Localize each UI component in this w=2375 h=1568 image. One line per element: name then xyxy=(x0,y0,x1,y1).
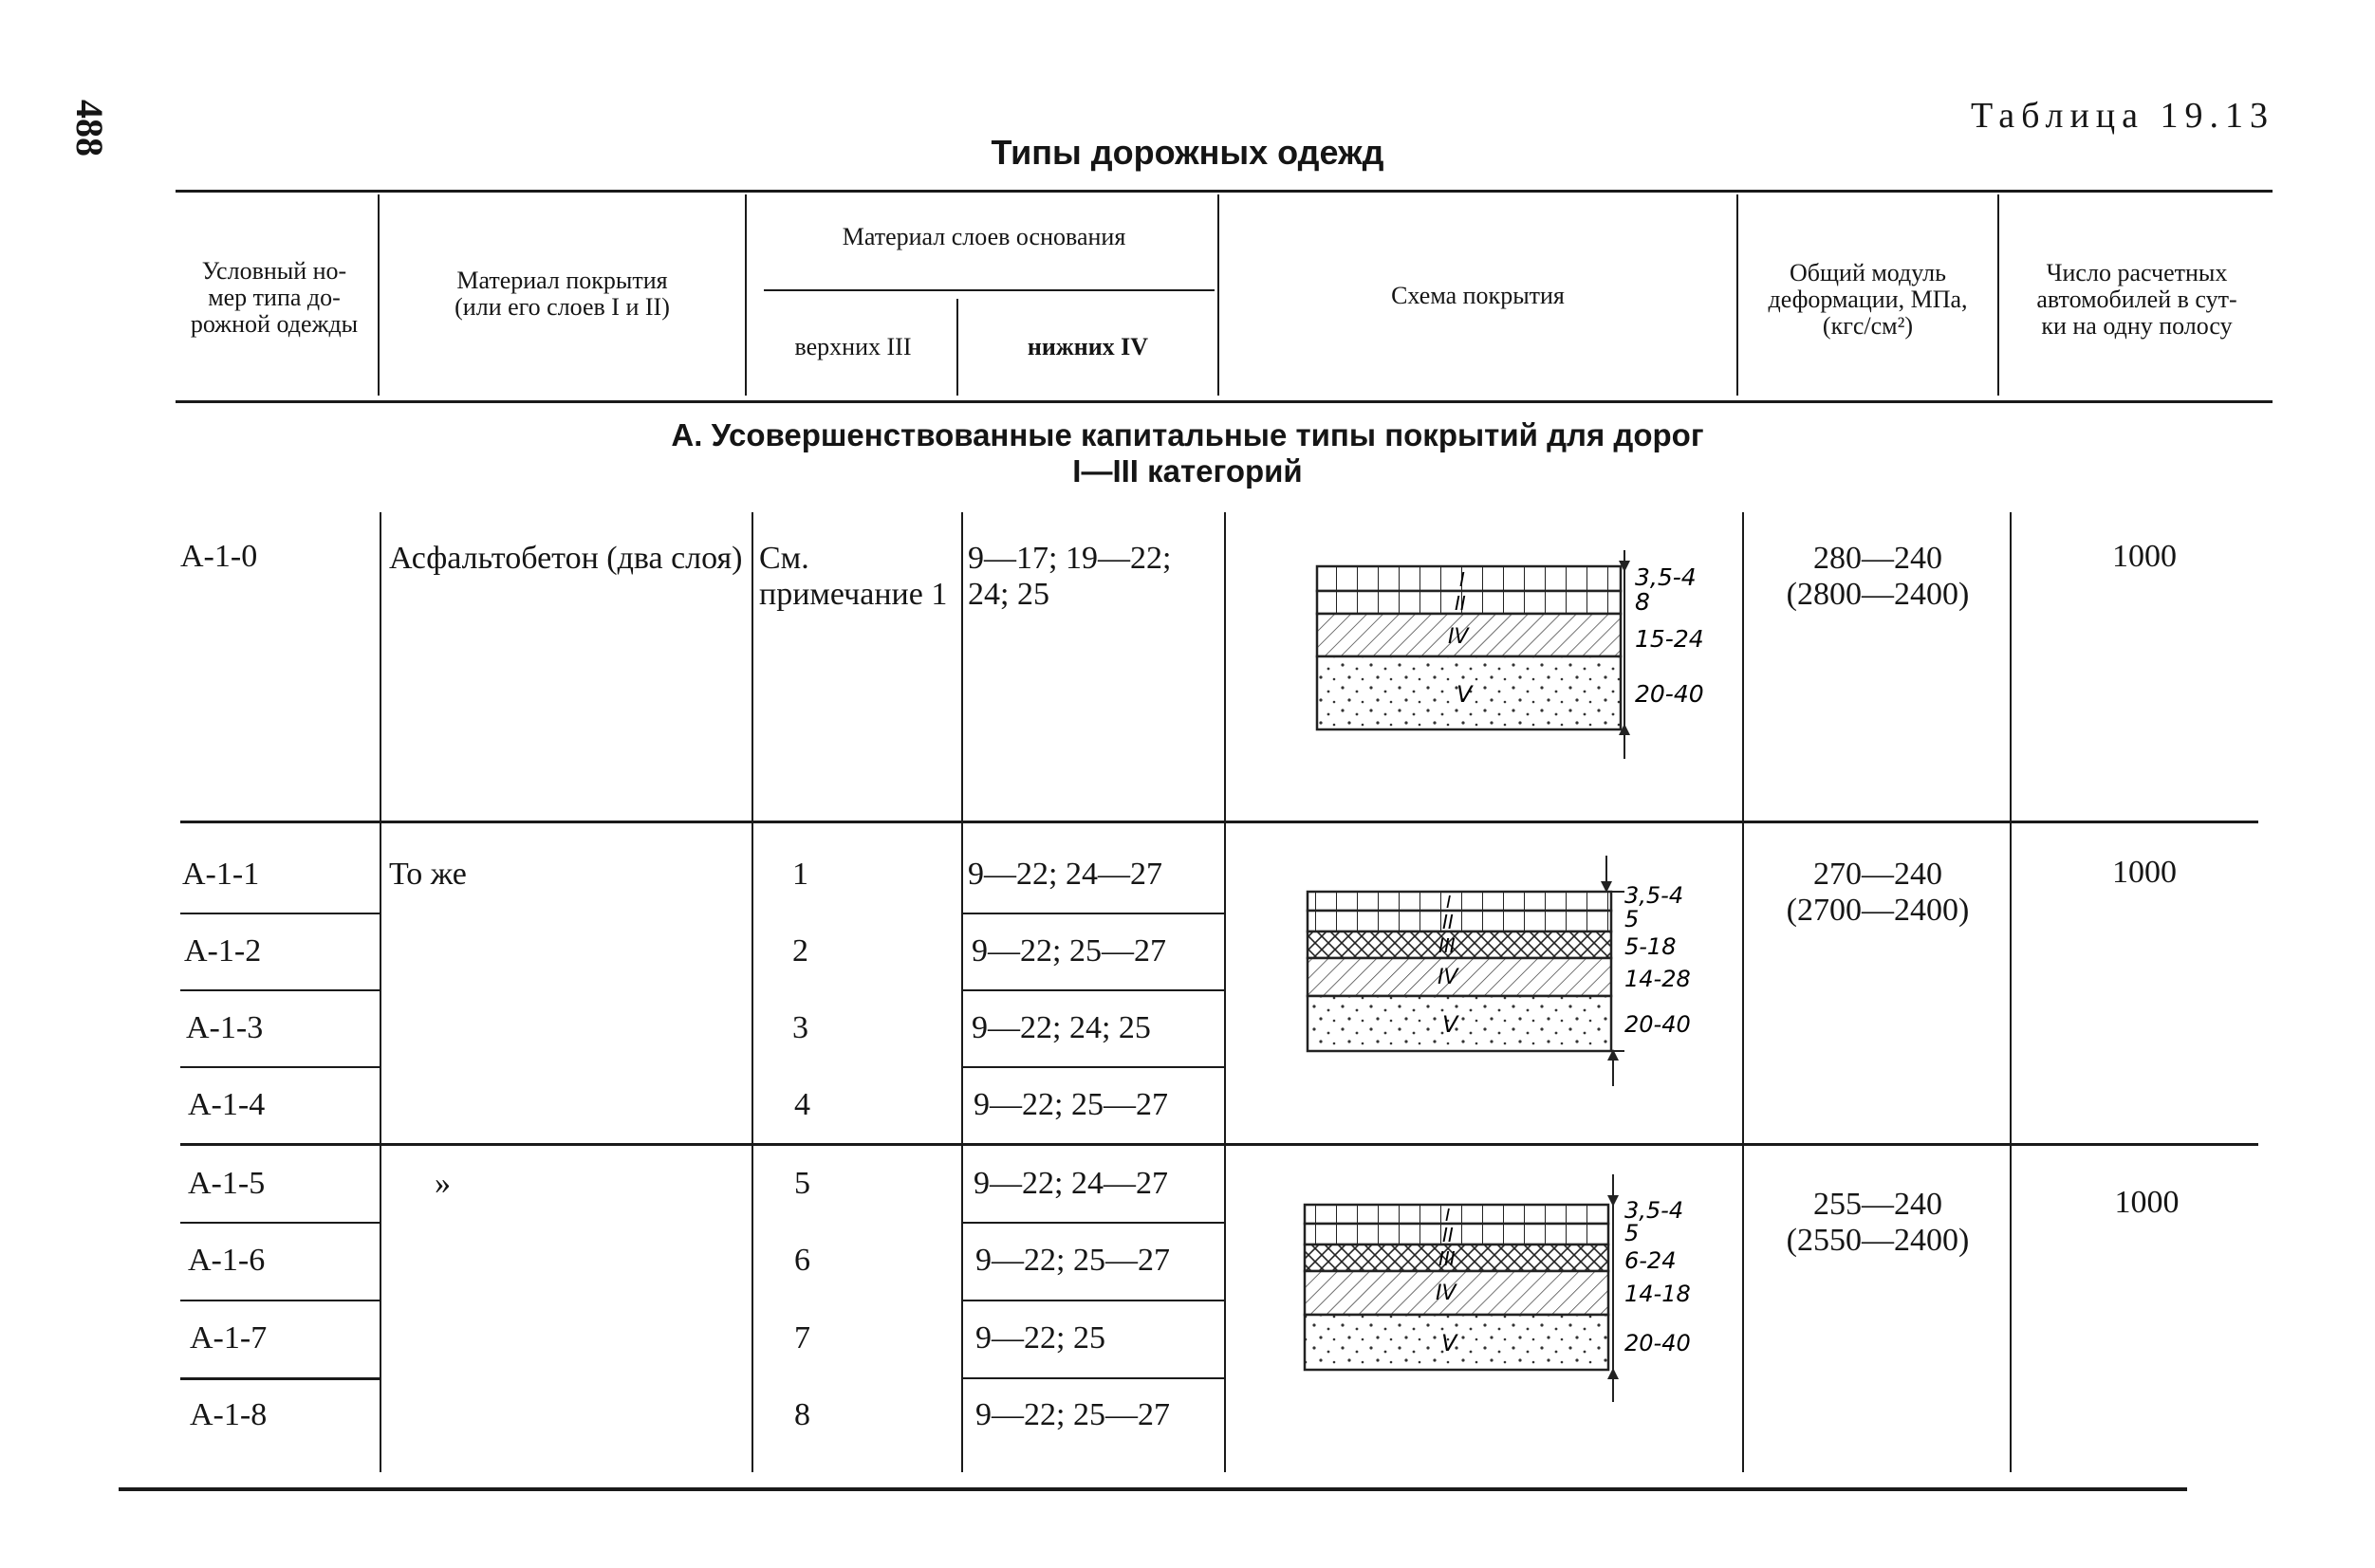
row-upper-layer: 3 xyxy=(792,1010,808,1045)
layer-label: IV xyxy=(1436,1282,1457,1305)
layer-label: III xyxy=(1438,1247,1456,1270)
thickness-label: 5 xyxy=(1624,906,1640,932)
row-material: Асфальтобетон (два слоя) xyxy=(389,541,743,576)
row-upper-layer: 7 xyxy=(794,1320,810,1356)
scheme-a-1-5 xyxy=(1305,1174,1691,1402)
row-material: То же xyxy=(389,857,467,892)
row-lower-layer: 9—22; 25—27 xyxy=(975,1397,1170,1432)
row-modulus: 255—240 (2550—2400) xyxy=(1786,1187,1970,1258)
row-modulus: 280—240 (2800—2400) xyxy=(1786,541,1970,612)
row-upper-layer: 6 xyxy=(794,1243,810,1278)
row-material: » xyxy=(435,1166,451,1201)
row-code: А-1-2 xyxy=(184,933,262,968)
row-code: А-1-8 xyxy=(190,1397,268,1432)
thickness-label: 5-18 xyxy=(1624,933,1677,960)
row-lower-layer: 9—22; 25—27 xyxy=(972,933,1166,968)
table-title: Типы дорожных одежд xyxy=(991,133,1384,172)
page-number: 488 xyxy=(68,100,111,157)
thickness-label: 20-40 xyxy=(1635,680,1704,708)
scheme-a-1-1 xyxy=(1308,856,1691,1086)
row-lower-layer: 9—22; 24; 25 xyxy=(972,1010,1151,1045)
row-upper-layer: 8 xyxy=(794,1397,810,1432)
header-material: Материал покрытия (или его слоев I и II) xyxy=(455,267,670,321)
row-code: А-1-0 xyxy=(180,539,258,574)
row-lower-layer: 9—22; 25—27 xyxy=(974,1087,1168,1122)
header-base: Материал слоев основания xyxy=(842,223,1126,250)
layer-label: IV xyxy=(1448,625,1469,649)
thickness-label: 3,5-4 xyxy=(1635,563,1697,591)
header-base-lower: нижних IV xyxy=(1027,333,1149,360)
row-vehicles: 1000 xyxy=(2112,855,2177,890)
row-vehicles: 1000 xyxy=(2114,1185,2180,1220)
table-label: Таблица 19.13 xyxy=(1970,96,2274,136)
thickness-label: 3,5-4 xyxy=(1624,1197,1684,1224)
row-code: А-1-3 xyxy=(186,1010,264,1045)
row-code: А-1-4 xyxy=(188,1087,266,1122)
layer-label: I xyxy=(1446,893,1452,913)
row-upper-layer: 5 xyxy=(794,1166,810,1201)
row-lower-layer: 9—17; 19—22; 24; 25 xyxy=(968,541,1172,612)
row-upper-layer: 4 xyxy=(794,1087,810,1122)
layer-label: I xyxy=(1445,1206,1451,1226)
row-upper-layer: 1 xyxy=(792,857,808,892)
row-lower-layer: 9—22; 24—27 xyxy=(968,857,1162,892)
row-vehicles: 1000 xyxy=(2112,539,2177,574)
layer-label: I xyxy=(1459,568,1465,591)
thickness-label: 14-28 xyxy=(1624,966,1691,992)
section-heading: А. Усовершенствованные капитальные типы покрытий для дорог I—III категорий xyxy=(671,417,1704,489)
header-vehicles: Число расчетных автомобилей в сут- ки на одну полосу xyxy=(2036,259,2237,340)
row-code: А-1-7 xyxy=(190,1320,268,1356)
header-base-upper: верхних III xyxy=(794,333,912,360)
row-code: А-1-6 xyxy=(188,1243,266,1278)
layer-label: IV xyxy=(1438,966,1458,989)
layer-label: II xyxy=(1442,911,1454,933)
layer-label: V xyxy=(1441,1330,1457,1356)
row-code: А-1-5 xyxy=(188,1166,266,1201)
thickness-label: 6-24 xyxy=(1624,1247,1677,1274)
header-modulus: Общий модуль деформации, МПа, (кгс/см²) xyxy=(1768,259,1968,340)
row-lower-layer: 9—22; 25 xyxy=(975,1320,1105,1356)
row-upper-layer: 2 xyxy=(792,933,808,968)
header-code: Условный но- мер типа до- рожной одежды xyxy=(190,257,359,338)
thickness-label: 5 xyxy=(1624,1220,1640,1246)
row-lower-layer: 9—22; 25—27 xyxy=(975,1243,1170,1278)
layer-label: II xyxy=(1442,1224,1454,1246)
layer-label: II xyxy=(1455,592,1466,615)
thickness-label: 14-18 xyxy=(1624,1281,1691,1307)
scheme-a-1-0 xyxy=(1317,550,1704,759)
layer-label: V xyxy=(1442,1011,1458,1038)
row-modulus: 270—240 (2700—2400) xyxy=(1786,857,1970,928)
thickness-label: 3,5-4 xyxy=(1624,882,1684,909)
layer-label: V xyxy=(1457,681,1473,708)
thickness-label: 20-40 xyxy=(1624,1011,1691,1038)
layer-label: III xyxy=(1438,934,1456,957)
row-upper-layer: См. примечание 1 xyxy=(759,541,948,612)
thickness-label: 20-40 xyxy=(1624,1330,1691,1356)
thickness-label: 8 xyxy=(1635,588,1650,616)
header-scheme: Схема покрытия xyxy=(1391,282,1565,309)
thickness-label: 15-24 xyxy=(1635,625,1704,653)
row-code: А-1-1 xyxy=(182,857,260,892)
row-lower-layer: 9—22; 24—27 xyxy=(974,1166,1168,1201)
